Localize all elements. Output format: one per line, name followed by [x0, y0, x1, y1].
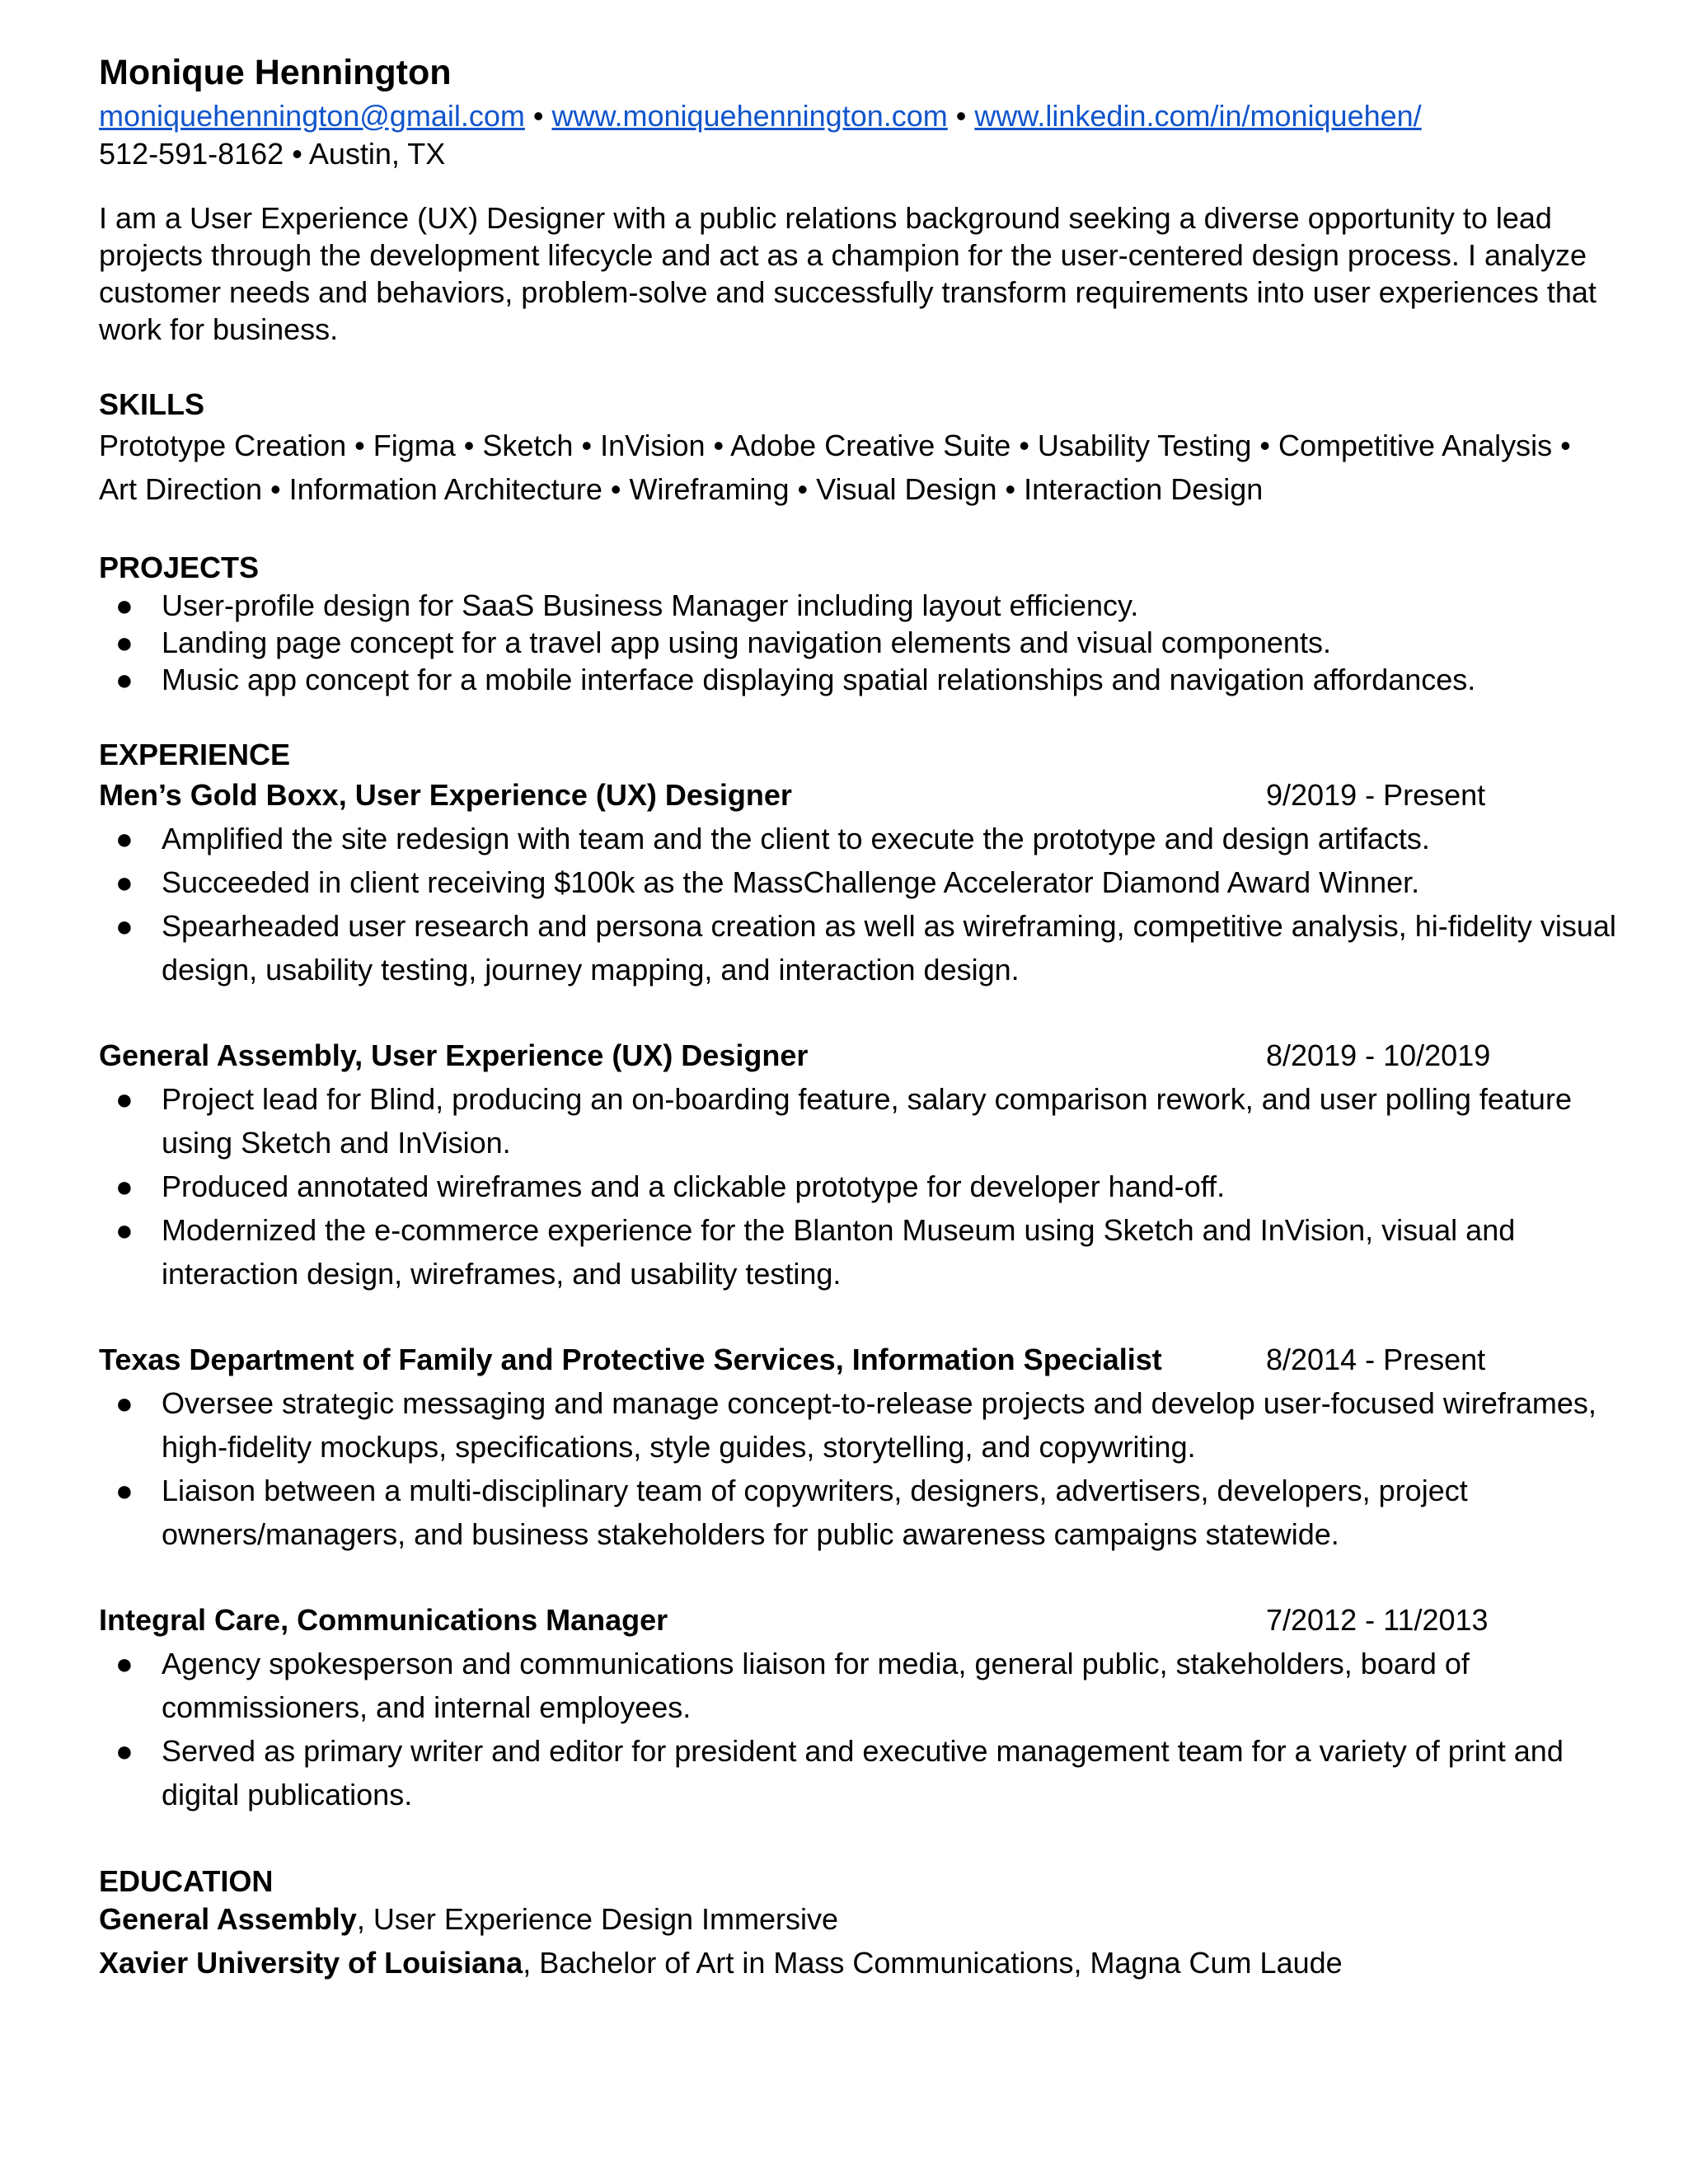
phone-number: 512-591-8162 — [99, 137, 284, 171]
resume-page — [99, 48, 1632, 1988]
list-item: ● Succeeded in client receiving $100k as the MassChallenge Accelerator Diamond Award Winner. — [99, 860, 1632, 904]
bullet-icon: ● — [115, 909, 134, 943]
bullet-icon: ● — [115, 865, 134, 899]
degree-detail: , User Experience Design Immersive — [356, 1902, 839, 1936]
bullet-icon: ● — [115, 1082, 134, 1116]
job-header — [99, 774, 1632, 817]
job-header — [99, 1338, 1632, 1381]
list-item: ● Produced annotated wireframes and a clickable prototype for developer hand-off. — [99, 1165, 1632, 1208]
website-link[interactable]: www.moniquehennington.com — [551, 99, 948, 133]
job-bullets — [99, 817, 1632, 991]
list-item: ● Liaison between a multi-disciplinary team of copywriters, designers, advertisers, developers, project owners/managers, and business stakeholders for public awareness campaigns statewide. — [99, 1469, 1632, 1556]
job-bullets — [99, 1381, 1632, 1556]
list-item: ● Served as primary writer and editor for president and executive management team for a variety of print and digital publications. — [99, 1729, 1632, 1816]
list-item: ● Agency spokesperson and communications liaison for media, general public, stakeholders, board of commissioners, and internal employees. — [99, 1642, 1632, 1729]
job-dates: 8/2019 - 10/2019 — [1266, 1038, 1491, 1072]
experience-heading: EXPERIENCE — [99, 738, 291, 771]
list-item: ● User-profile design for SaaS Business Manager including layout efficiency. — [115, 588, 1139, 622]
job-title: Texas Department of Family and Protective Services, Information Specialist — [99, 1343, 1162, 1376]
contact-separator: • — [284, 137, 309, 171]
job-entry — [99, 774, 1632, 991]
bullet-icon: ● — [115, 1213, 134, 1247]
list-item: ● Amplified the site redesign with team and the client to execute the prototype and design artifacts. — [99, 817, 1632, 860]
job-bullets — [99, 1642, 1632, 1816]
location: Austin, TX — [308, 137, 446, 171]
bullet-icon: ● — [115, 588, 134, 622]
skills-list: Prototype Creation • Figma • Sketch • InVision • Adobe Creative Suite • Usability Testing • Competitive Analysis • Art Direction • Information Architecture • Wireframing • Visual Design • Interaction Design — [99, 429, 1571, 506]
resume-header — [99, 48, 1632, 173]
candidate-name: Monique Hennington — [99, 53, 452, 92]
job-dates: 9/2019 - Present — [1266, 778, 1486, 812]
contact-info — [99, 135, 1632, 173]
contact-separator: • — [524, 99, 552, 133]
list-item: ● Music app concept for a mobile interface displaying spatial relationships and navigation affordances. — [115, 663, 1476, 696]
bullet-icon: ● — [115, 822, 134, 855]
bullet-icon: ● — [115, 663, 134, 696]
job-dates: 8/2014 - Present — [1266, 1343, 1486, 1376]
skills-heading: SKILLS — [99, 387, 205, 421]
degree-detail: , Bachelor of Art in Mass Communications, Magna Cum Laude — [523, 1946, 1343, 1980]
school-name: Xavier University of Louisiana — [99, 1946, 523, 1980]
job-title: Men’s Gold Boxx, User Experience (UX) Designer — [99, 778, 792, 812]
job-entry — [99, 1338, 1632, 1556]
job-bullets — [99, 1077, 1632, 1296]
job-header — [99, 1599, 1632, 1642]
job-entry — [99, 1034, 1632, 1296]
bullet-icon: ● — [115, 1474, 134, 1507]
education-heading: EDUCATION — [99, 1864, 274, 1898]
list-item: ● Modernized the e-commerce experience for the Blanton Museum using Sketch and InVision, visual and interaction design, wireframes, and usability testing. — [99, 1208, 1632, 1296]
job-header — [99, 1034, 1632, 1077]
job-dates: 7/2012 - 11/2013 — [1266, 1603, 1489, 1637]
job-title: Integral Care, Communications Manager — [99, 1603, 668, 1637]
projects-heading: PROJECTS — [99, 551, 260, 584]
education-entry — [99, 1938, 1632, 1988]
projects-list — [99, 587, 1632, 698]
bullet-icon: ● — [115, 626, 134, 659]
linkedin-link[interactable]: www.linkedin.com/in/moniquehen/ — [974, 99, 1422, 133]
job-title: General Assembly, User Experience (UX) Designer — [99, 1038, 809, 1072]
email-link[interactable]: moniquehennington@gmail.com — [99, 99, 525, 133]
school-name: General Assembly — [99, 1902, 357, 1936]
education-entry — [99, 1900, 1632, 1938]
list-item: ● Oversee strategic messaging and manage concept-to-release projects and develop user-focused wireframes, high-fidelity mockups, specifications, style guides, storytelling, and copywriting. — [99, 1381, 1632, 1469]
summary-paragraph: I am a User Experience (UX) Designer with a public relations background seeking a diverse opportunity to lead projects through the development lifecycle and act as a champion for the user-centered design process. I analyze customer needs and behaviors, problem-solve and successfully transform requirements into user experiences that work for business. — [99, 201, 1597, 346]
contact-links — [99, 97, 1632, 135]
bullet-icon: ● — [115, 1169, 134, 1203]
bullet-icon: ● — [115, 1647, 134, 1680]
job-entry — [99, 1599, 1632, 1816]
list-item: ● Project lead for Blind, producing an on-boarding feature, salary comparison rework, and user polling feature using Sketch and InVision. — [99, 1077, 1632, 1165]
list-item: ● Landing page concept for a travel app using navigation elements and visual components. — [115, 626, 1331, 659]
list-item: ● Spearheaded user research and persona creation as well as wireframing, competitive analysis, hi-fidelity visual design, usability testing, journey mapping, and interaction design. — [99, 904, 1632, 991]
contact-separator: • — [947, 99, 975, 133]
bullet-icon: ● — [115, 1734, 134, 1768]
bullet-icon: ● — [115, 1386, 134, 1420]
